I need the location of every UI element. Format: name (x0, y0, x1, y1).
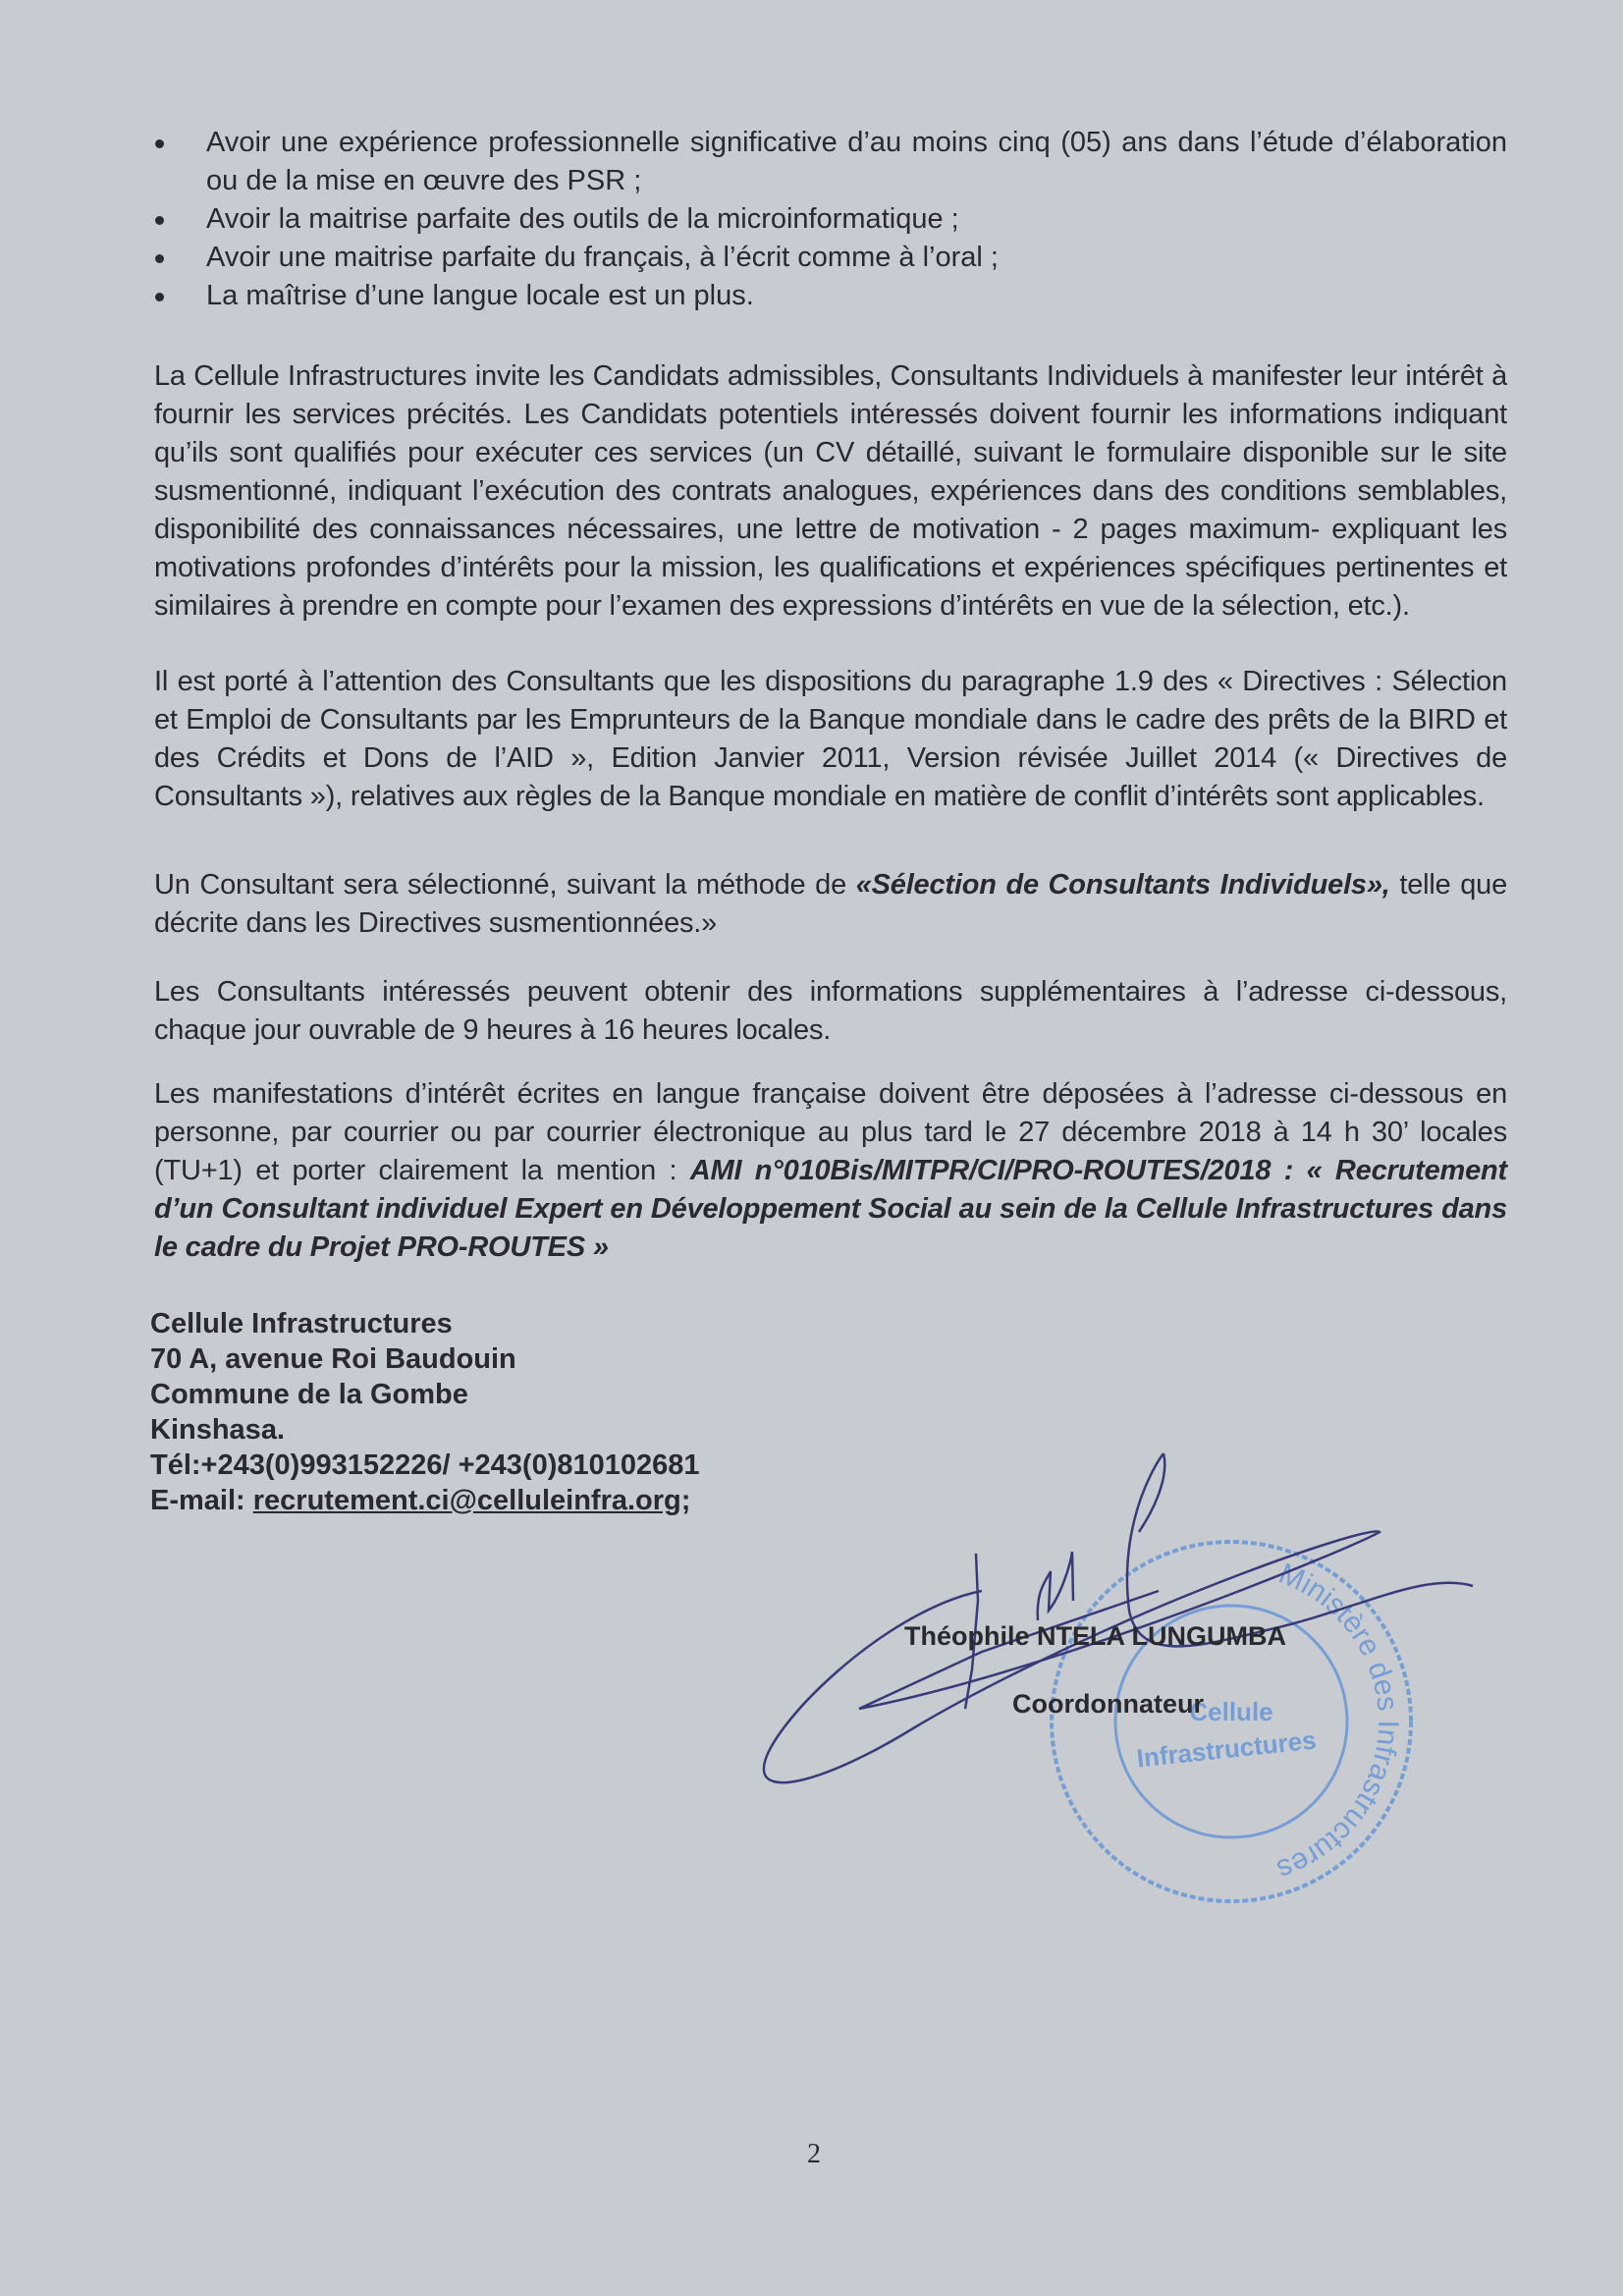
official-stamp (1052, 1542, 1411, 1901)
submission-text: Les manifestations d’intérêt écrites en langue française doivent être déposées à l’adresse ci-dessous en personne, par courrier ou par courrier électronique au plus tard le 27 décembre 2018 à 14 h 30’ locales (TU+1) et porter clairement la mention : (154, 1078, 1507, 1186)
page-number: 2 (807, 2139, 821, 2169)
selection-method-paragraph (154, 866, 1507, 943)
paragraph-text: Il est porté à l’attention des Consultants que les dispositions du paragraphe 1.9 des « Directives : Sélection et Emploi de Consultants par les Emprunteurs de la Banque mondiale dans le cadre des prêts de la BIRD et des Crédits et Dons de l’AID », Edition Janvier 2011, Version révisée Juillet 2014 (« Directives de Consultants »), relatives aux règles de la Banque mondiale en matière de conflit d’intérêts sont applicables. (154, 666, 1507, 812)
address-city: Kinshasa. (150, 1414, 285, 1446)
list-item: Avoir une maitrise parfaite du français, à l’écrit comme à l’oral ; (206, 239, 1507, 277)
signature (764, 1453, 1473, 1782)
address-email-line (150, 1483, 700, 1518)
address-phone: Tél:+243(0)993152226/ +243(0)810102681 (150, 1449, 700, 1481)
list-item: Avoir la maitrise parfaite des outils de la microinformatique ; (206, 200, 1507, 239)
list-item: La maîtrise d’une langue locale est un plus. (206, 277, 1507, 315)
svg-text:Cellule: Cellule (1189, 1697, 1273, 1726)
submission-paragraph (154, 1075, 1507, 1267)
email-suffix: ; (680, 1485, 691, 1516)
svg-text:Ministère des Infrastructures: Ministère des Infrastructures (1272, 1557, 1405, 1886)
paragraph-text: Les Consultants intéressés peuvent obtenir des informations supplémentaires à l’adresse ci-dessous, chaque jour ouvrable de 9 heures à 16 heures locales. (154, 976, 1507, 1046)
directives-paragraph (154, 663, 1507, 816)
address-street: 70 A, avenue Roi Baudouin (150, 1343, 516, 1375)
paragraph-text (154, 1075, 1507, 1267)
signatory-role: Coordonnateur (1012, 1689, 1204, 1719)
email-link[interactable]: recrutement.ci@celluleinfra.org (252, 1485, 681, 1516)
method-text: Un Consultant sera sélectionné, suivant la méthode de (154, 869, 856, 901)
address-org: Cellule Infrastructures (150, 1308, 453, 1339)
method-text-end: telle que décrite dans les Directives susmentionnées.» (154, 869, 1507, 939)
email-label: E-mail: (150, 1485, 253, 1516)
submission-reference: AMI n°010Bis/MITPR/CI/PRO-ROUTES/2018 : « Recrutement d’un Consultant individuel Expert en Développement Social au sein de la Cellule Infrastructures dans le cadre du Projet PRO-ROUTES » (154, 1155, 1508, 1263)
paragraph-text: La Cellule Infrastructures invite les Candidats admissibles, Consultants Individuels à manifester leur intérêt à fournir les services précités. Les Candidats potentiels intéressés doivent fournir les informations indiquant qu’ils sont qualifiés pour exécuter ces services (un CV détaillé, suivant le formulaire disponible sur le site susmentionné, indiquant l’exécution des contrats analogues, expériences dans des conditions semblables, disponibilité des connaissances nécessaires, une lettre de motivation - 2 pages maximum- expliquant les motivations profondes d’intérêts pour la mission, les qualifications et expériences spécifiques pertinentes et similaires à prendre en compte pour l’examen des expressions d’intérêts en vue de la sélection, etc.). (154, 360, 1507, 622)
info-paragraph (154, 973, 1507, 1050)
invitation-paragraph (154, 357, 1507, 626)
list-item: Avoir une expérience professionnelle significative d’au moins cinq (05) ans dans l’étude d’élaboration ou de la mise en œuvre des PSR ; (206, 124, 1507, 200)
svg-text:Infrastructures: Infrastructures (1135, 1724, 1318, 1774)
address-commune: Commune de la Gombe (150, 1379, 468, 1410)
requirements-list (206, 124, 1507, 315)
method-name: «Sélection de Consultants Individuels», (855, 869, 1390, 901)
signatory-name: Théophile NTELA LUNGUMBA (904, 1621, 1286, 1651)
contact-address (150, 1306, 700, 1518)
paragraph-text (154, 866, 1507, 943)
